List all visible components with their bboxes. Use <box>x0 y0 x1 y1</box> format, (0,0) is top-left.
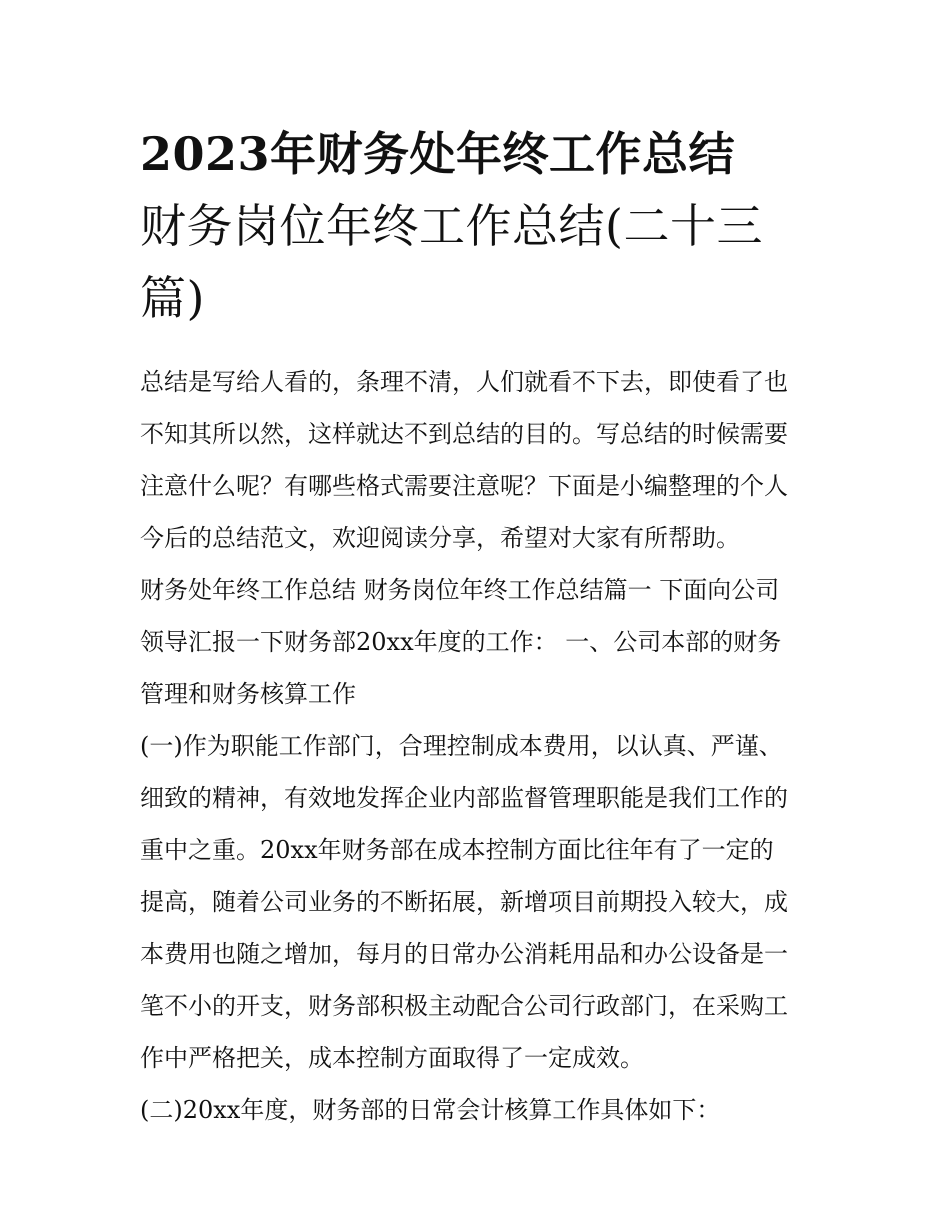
document-body <box>140 356 820 1136</box>
text-line: (一)作为职能工作部门，合理控制成本费用，以认真、严谨、 <box>140 732 783 760</box>
text-line: 财务处年终工作总结 财务岗位年终工作总结篇一 下面向公司 <box>140 576 780 604</box>
document-title <box>140 118 820 334</box>
text-line: 不知其所以然，这样就达不到总结的目的。写总结的时候需要 <box>140 420 788 448</box>
text-line: 领导汇报一下财务部20xx年度的工作： 一、公司本部的财务 <box>140 628 782 656</box>
intro-paragraph <box>140 356 820 564</box>
text-line: 提高，随着公司业务的不断拓展，新增项目前期投入较大，成 <box>140 888 788 916</box>
title-line-3: 篇) <box>140 271 205 325</box>
section-heading-paragraph <box>140 564 820 720</box>
text-line: 今后的总结范文，欢迎阅读分享，希望对大家有所帮助。 <box>140 524 740 552</box>
text-line: 管理和财务核算工作 <box>140 680 356 708</box>
text-line: 作中严格把关，成本控制方面取得了一定成效。 <box>140 1044 644 1072</box>
text-line: 本费用也随之增加，每月的日常办公消耗用品和办公设备是一 <box>140 940 788 968</box>
title-line-2: 财务岗位年终工作总结(二十三 <box>140 199 763 253</box>
accounting-paragraph <box>140 1084 820 1136</box>
text-line: 笔不小的开支，财务部积极主动配合公司行政部门，在采购工 <box>140 992 788 1020</box>
text-line: 总结是写给人看的，条理不清，人们就看不下去，即使看了也 <box>140 368 788 396</box>
cost-control-paragraph <box>140 720 820 1084</box>
text-line: 注意什么呢？有哪些格式需要注意呢？下面是小编整理的个人 <box>140 472 788 500</box>
text-line: (二)20xx年度，财务部的日常会计核算工作具体如下： <box>140 1096 721 1124</box>
text-line: 重中之重。20xx年财务部在成本控制方面比往年有了一定的 <box>140 836 774 864</box>
title-line-1: 2023年财务处年终工作总结 <box>140 127 736 181</box>
text-line: 细致的精神，有效地发挥企业内部监督管理职能是我们工作的 <box>140 784 788 812</box>
